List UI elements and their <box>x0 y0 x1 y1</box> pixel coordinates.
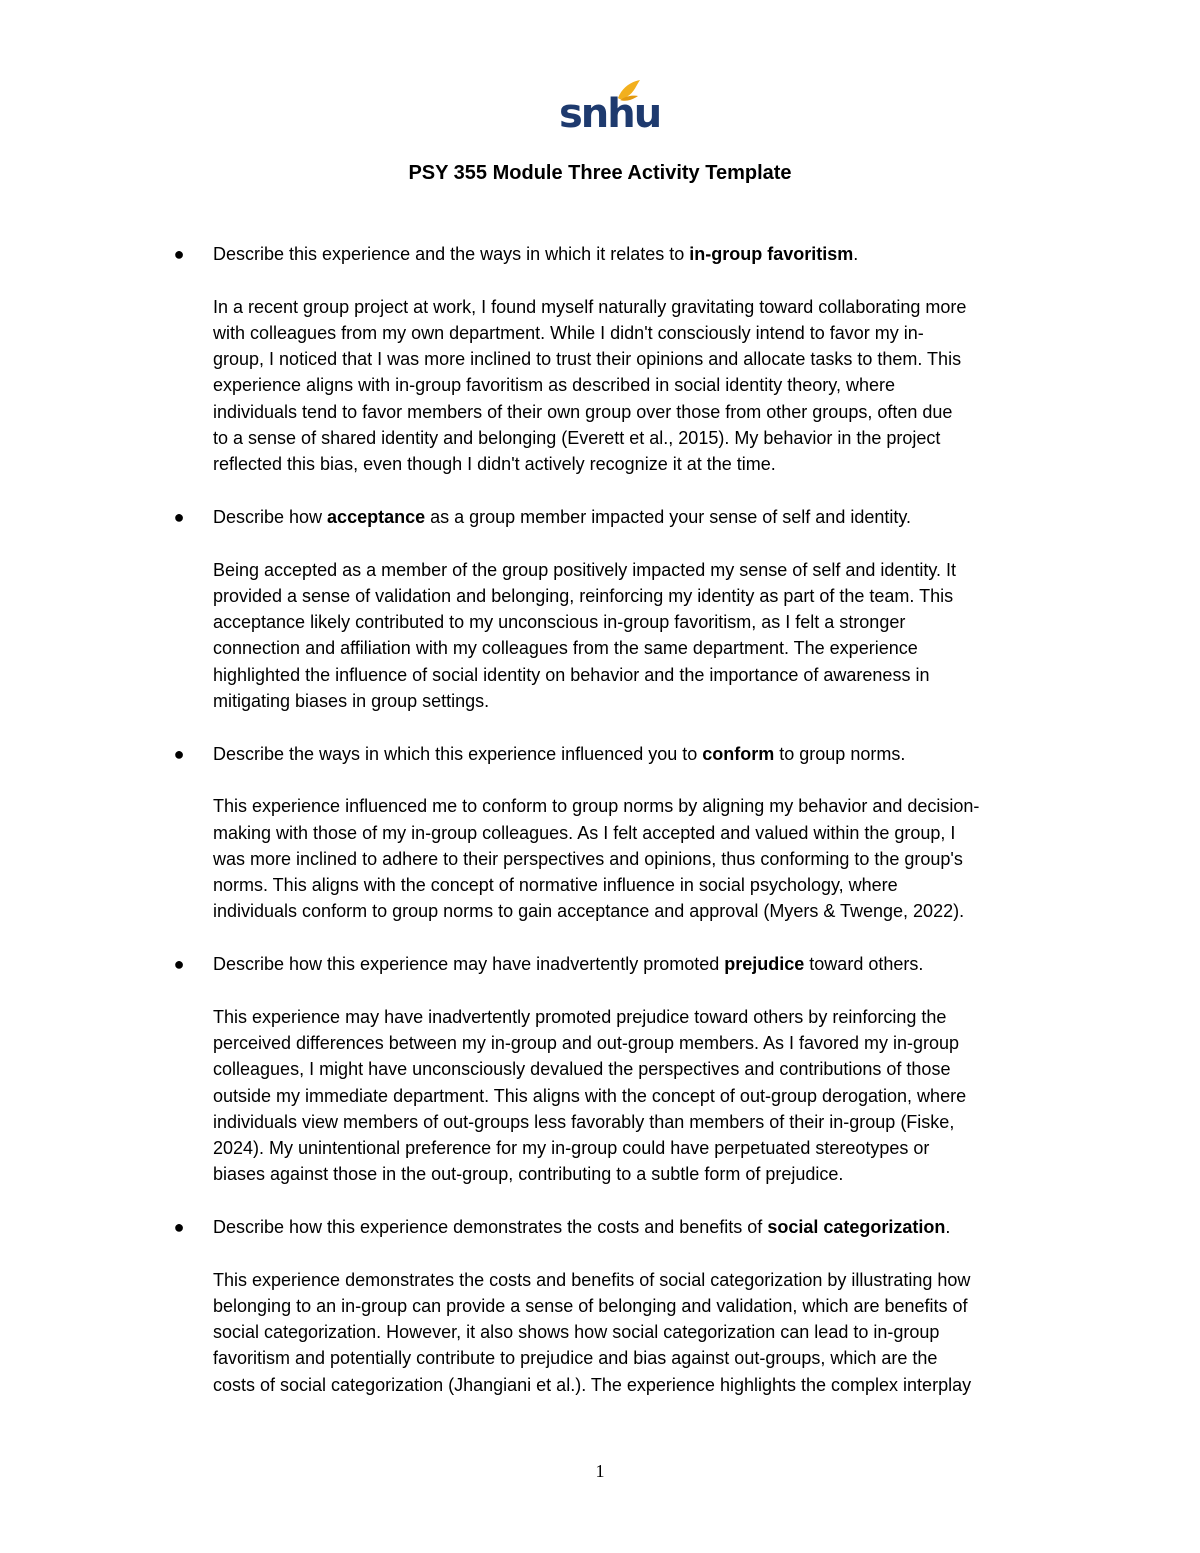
bullet-icon: ● <box>173 954 185 975</box>
bullet-icon: ● <box>173 1216 185 1237</box>
section-answer <box>213 1004 1073 1188</box>
answer-line: was more inclined to adhere to their perspectives and opinions, thus conforming to the group's <box>213 848 963 869</box>
answer-line: This experience influenced me to conform to group norms by aligning my behavior and decision- <box>213 796 980 817</box>
answer-line: This experience may have inadvertently promoted prejudice toward others by reinforcing the <box>213 1006 947 1027</box>
bullet-icon: ● <box>173 506 185 527</box>
answer-line: perceived differences between my in-group and out-group members. As I favored my in-group <box>213 1032 960 1053</box>
section-acceptance <box>173 504 1073 714</box>
prompt-keyword: social categorization <box>767 1216 946 1237</box>
section-answer <box>213 557 1073 715</box>
answer-line: colleagues, I might have unconsciously devalued the perspectives and contributions of those <box>213 1059 951 1080</box>
answer-line: favoritism and potentially contribute to prejudice and bias against out-groups, which are the <box>213 1348 938 1369</box>
section-prompt: ● Describe how acceptance as a group member impacted your sense of self and identity. <box>213 504 1073 530</box>
section-prompt: ● Describe how this experience demonstrates the costs and benefits of social categorization. <box>213 1214 1073 1240</box>
answer-line: with colleagues from my own department. While I didn't consciously intend to favor my in- <box>213 322 924 343</box>
section-prompt: ● Describe how this experience may have inadvertently promoted prejudice toward others. <box>213 951 1073 977</box>
document-title: PSY 355 Module Three Activity Template <box>408 162 792 184</box>
prompt-keyword: acceptance <box>327 506 426 527</box>
prompt-keyword: prejudice <box>724 954 805 975</box>
bullet-icon: ● <box>173 244 185 264</box>
answer-line: Being accepted as a member of the group positively impacted my sense of self and identity. It <box>213 559 957 580</box>
answer-line: group, I noticed that I was more inclined to trust their opinions and allocate tasks to them. This <box>213 349 962 370</box>
section-answer <box>213 793 1073 924</box>
section-prompt: ● Describe the ways in which this experience influenced you to conform to group norms. <box>213 741 1073 767</box>
answer-line: social categorization. However, it also shows how social categorization can lead to in-group <box>213 1322 940 1343</box>
answer-line: belonging to an in-group can provide a sense of belonging and validation, which are benefits of <box>213 1295 968 1316</box>
answer-line: to a sense of shared identity and belonging (Everett et al., 2015). My behavior in the project <box>213 428 941 449</box>
section-social-categorization <box>173 1214 1073 1398</box>
bullet-icon: ● <box>173 743 185 764</box>
answer-line: individuals conform to group norms to gain acceptance and approval (Myers & Twenge, 2022). <box>213 901 965 922</box>
prompt-keyword: in-group favoritism <box>689 244 854 264</box>
answer-line: 2024). My unintentional preference for my in-group could have perpetuated stereotypes or <box>213 1138 930 1159</box>
section-in-group-favoritism <box>173 241 1073 478</box>
answer-line: acceptance likely contributed to my unconscious in-group favoritism, as I felt a stronger <box>213 612 906 633</box>
answer-line: reflected this bias, even though I didn't actively recognize it at the time. <box>213 454 776 475</box>
answer-line: mitigating biases in group settings. <box>213 691 490 712</box>
answer-line: In a recent group project at work, I found myself naturally gravitating toward collaborating more <box>213 296 967 317</box>
section-conform <box>173 741 1073 925</box>
section-answer <box>213 1267 1073 1398</box>
prompt-keyword: conform <box>702 743 775 764</box>
answer-line: individuals view members of out-groups less favorably than members of their in-group (Fiske, <box>213 1111 955 1132</box>
answer-line: costs of social categorization (Jhangiani et al.). The experience highlights the complex interplay <box>213 1374 972 1395</box>
page-number: 1 <box>595 1461 605 1481</box>
answer-line: biases against those in the out-group, contributing to a subtle form of prejudice. <box>213 1164 844 1185</box>
answer-line: provided a sense of validation and belonging, reinforcing my identity as part of the team. This <box>213 585 954 606</box>
answer-line: highlighted the influence of social identity on behavior and the importance of awareness in <box>213 664 930 685</box>
answer-line: outside my immediate department. This aligns with the concept of out-group derogation, where <box>213 1085 967 1106</box>
answer-line: connection and affiliation with my colleagues from the same department. The experience <box>213 638 918 659</box>
logo-wordmark: snhu <box>559 91 661 137</box>
answer-line: making with those of my in-group colleagues. As I felt accepted and valued within the group, I <box>213 822 956 843</box>
section-answer <box>213 294 1073 478</box>
answer-line: This experience demonstrates the costs and benefits of social categorization by illustrating how <box>213 1269 971 1290</box>
document-body <box>173 241 1073 1424</box>
section-prompt: ● Describe this experience and the ways in which it relates to in-group favoritism. <box>213 241 1073 267</box>
section-prejudice <box>173 951 1073 1188</box>
answer-line: individuals tend to favor members of their own group over those from other groups, often due <box>213 401 953 422</box>
answer-line: norms. This aligns with the concept of normative influence in social psychology, where <box>213 875 898 896</box>
answer-line: experience aligns with in-group favoritism as described in social identity theory, where <box>213 375 895 396</box>
